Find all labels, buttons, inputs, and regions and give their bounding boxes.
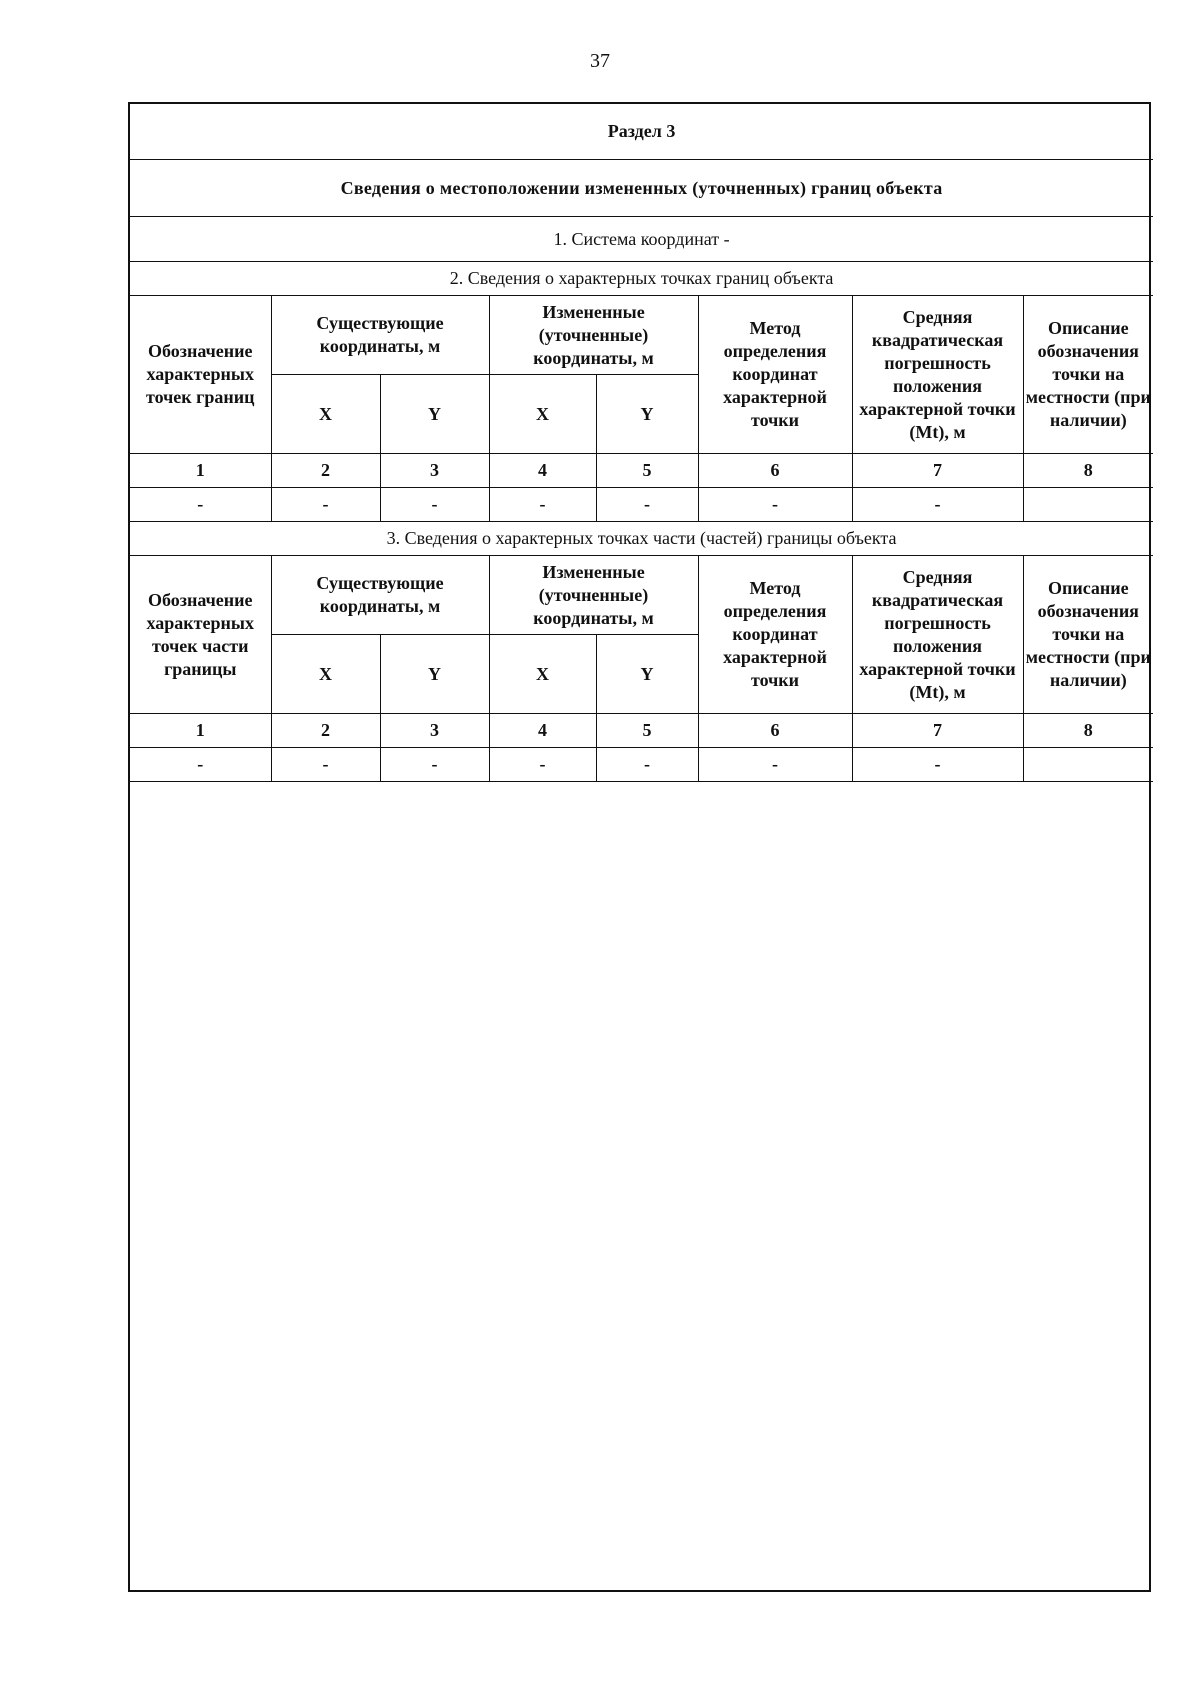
table2-col-error: Средняя квадратическая погрешность положения характерной точки (Mt), м	[852, 556, 1023, 714]
table2-col-designation: Обозначение характерных точек части границы	[130, 556, 271, 714]
table2-existing-x: X	[271, 635, 380, 714]
table1-col-method: Метод определения координат характерной точки	[698, 296, 852, 454]
table1-data-cell: -	[698, 488, 852, 522]
table1-data-cell: -	[489, 488, 596, 522]
table2-data-cell: -	[852, 748, 1023, 782]
table1-number-cell: 2	[271, 454, 380, 488]
table2-number-cell: 8	[1023, 714, 1153, 748]
table2-number-cell: 1	[130, 714, 271, 748]
form-frame	[128, 102, 1151, 1592]
table2-number-cell: 5	[596, 714, 698, 748]
table1-data-cell: -	[852, 488, 1023, 522]
table2-col-changed: Измененные (уточненные) координаты, м	[489, 556, 698, 635]
table1-number-cell: 8	[1023, 454, 1153, 488]
table1-changed-x: X	[489, 375, 596, 454]
table1-data-cell: -	[596, 488, 698, 522]
coordinate-system: 1. Система координат -	[130, 217, 1153, 262]
table1-col-changed: Измененные (уточненные) координаты, м	[489, 296, 698, 375]
table2-data-cell: -	[271, 748, 380, 782]
table2-existing-y: Y	[380, 635, 489, 714]
table2-data-cell	[1023, 748, 1153, 782]
table2-data-cell: -	[596, 748, 698, 782]
table2-data-cell: -	[380, 748, 489, 782]
table2-data-cell: -	[698, 748, 852, 782]
table1-existing-x: X	[271, 375, 380, 454]
table1-number-cell: 5	[596, 454, 698, 488]
table1-number-cell: 7	[852, 454, 1023, 488]
table2-col-existing: Существующие координаты, м	[271, 556, 489, 635]
section-table	[130, 104, 1153, 782]
table1-data-cell	[1023, 488, 1153, 522]
table1-data-cell: -	[271, 488, 380, 522]
table1-existing-y: Y	[380, 375, 489, 454]
table1-data-cell: -	[380, 488, 489, 522]
table2-number-cell: 4	[489, 714, 596, 748]
table2-data-cell: -	[130, 748, 271, 782]
table1-col-error: Средняя квадратическая погрешность положения характерной точки (Mt), м	[852, 296, 1023, 454]
table1-number-cell: 6	[698, 454, 852, 488]
table2-number-cell: 7	[852, 714, 1023, 748]
table1-changed-y: Y	[596, 375, 698, 454]
table1-number-cell: 3	[380, 454, 489, 488]
table2-col-description: Описание обозначения точки на местности (при наличии)	[1023, 556, 1153, 714]
table1-col-designation: Обозначение характерных точек границ	[130, 296, 271, 454]
table2-number-cell: 2	[271, 714, 380, 748]
table1-col-existing: Существующие координаты, м	[271, 296, 489, 375]
table2-changed-x: X	[489, 635, 596, 714]
table1-number-cell: 4	[489, 454, 596, 488]
table2-col-method: Метод определения координат характерной точки	[698, 556, 852, 714]
table2-number-cell: 6	[698, 714, 852, 748]
table2-changed-y: Y	[596, 635, 698, 714]
table1-col-description: Описание обозначения точки на местности (при наличии)	[1023, 296, 1153, 454]
table2-caption: 3. Сведения о характерных точках части (частей) границы объекта	[130, 522, 1153, 556]
table1-caption: 2. Сведения о характерных точках границ объекта	[130, 262, 1153, 296]
table2-data-cell: -	[489, 748, 596, 782]
section-title: Раздел 3	[130, 104, 1153, 160]
table1-data-cell: -	[130, 488, 271, 522]
document-title: Сведения о местоположении измененных (уточненных) границ объекта	[130, 160, 1153, 217]
table1-number-cell: 1	[130, 454, 271, 488]
table2-number-cell: 3	[380, 714, 489, 748]
page-number: 37	[590, 50, 610, 72]
